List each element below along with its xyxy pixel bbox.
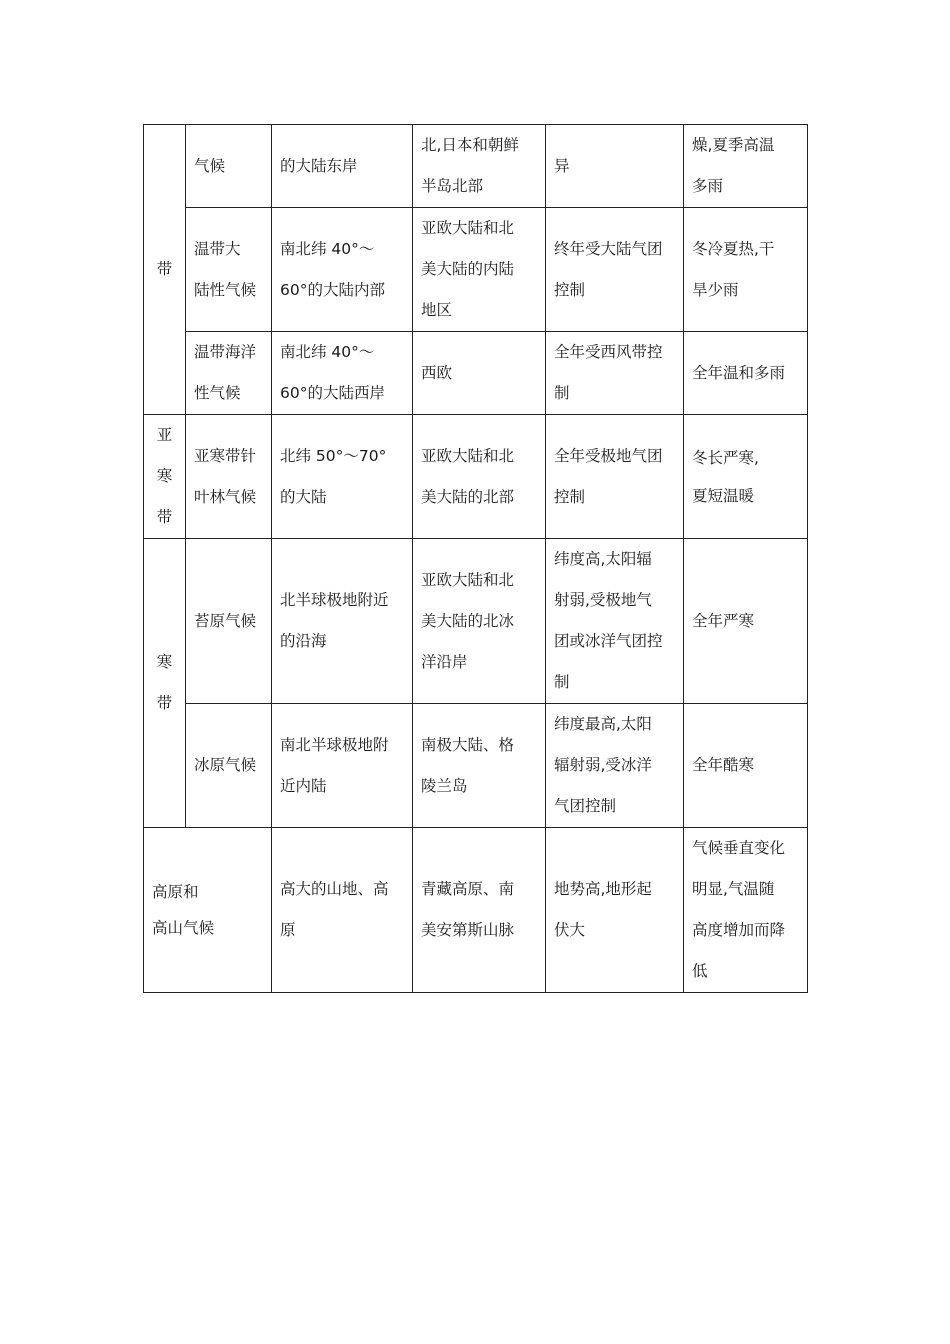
table-row xyxy=(144,125,808,208)
cause-cell: 全年受西风带控 制 xyxy=(546,332,684,415)
cause-cell: 异 xyxy=(546,125,684,208)
region-cell: 亚欧大陆和北 美大陆的北冰 洋沿岸 xyxy=(413,539,546,704)
climate-type-cell: 亚寒带针 叶林气候 xyxy=(186,415,272,539)
region-cell: 南极大陆、格 陵兰岛 xyxy=(413,704,546,828)
table-row xyxy=(144,828,808,993)
distribution-cell: 的大陆东岸 xyxy=(272,125,413,208)
region-cell: 西欧 xyxy=(413,332,546,415)
table-row xyxy=(144,539,808,704)
climate-type-cell: 气候 xyxy=(186,125,272,208)
table-row xyxy=(144,415,808,539)
climate-type-cell: 温带大 陆性气候 xyxy=(186,208,272,332)
zone-cell-frigid: 寒 带 xyxy=(144,539,186,828)
cause-cell: 纬度最高,太阳 辐射弱,受冰洋 气团控制 xyxy=(546,704,684,828)
distribution-cell: 北半球极地附近 的沿海 xyxy=(272,539,413,704)
region-cell: 亚欧大陆和北 美大陆的北部 xyxy=(413,415,546,539)
cause-cell: 地势高,地形起 伏大 xyxy=(546,828,684,993)
feature-cell: 全年温和多雨 xyxy=(684,332,808,415)
climate-type-cell: 温带海洋 性气候 xyxy=(186,332,272,415)
climate-type-cell-highland: 高原和 高山气候 xyxy=(144,828,272,993)
distribution-cell: 北纬 50°～70° 的大陆 xyxy=(272,415,413,539)
table-row xyxy=(144,208,808,332)
feature-cell: 冬长严寒, 夏短温暖 xyxy=(684,415,808,539)
zone-cell-subarctic: 亚 寒 带 xyxy=(144,415,186,539)
climate-type-cell: 苔原气候 xyxy=(186,539,272,704)
distribution-cell: 南北纬 40°～ 60°的大陆西岸 xyxy=(272,332,413,415)
region-cell: 北,日本和朝鲜 半岛北部 xyxy=(413,125,546,208)
region-cell: 亚欧大陆和北 美大陆的内陆 地区 xyxy=(413,208,546,332)
feature-cell: 冬冷夏热,干 旱少雨 xyxy=(684,208,808,332)
distribution-cell: 南北半球极地附 近内陆 xyxy=(272,704,413,828)
cause-cell: 终年受大陆气团 控制 xyxy=(546,208,684,332)
distribution-cell: 南北纬 40°～ 60°的大陆内部 xyxy=(272,208,413,332)
climate-type-cell: 冰原气候 xyxy=(186,704,272,828)
region-cell: 青藏高原、南 美安第斯山脉 xyxy=(413,828,546,993)
feature-cell: 全年酷寒 xyxy=(684,704,808,828)
table-row xyxy=(144,704,808,828)
feature-cell: 燥,夏季高温 多雨 xyxy=(684,125,808,208)
feature-cell: 全年严寒 xyxy=(684,539,808,704)
distribution-cell: 高大的山地、高 原 xyxy=(272,828,413,993)
cause-cell: 全年受极地气团 控制 xyxy=(546,415,684,539)
feature-cell: 气候垂直变化 明显,气温随 高度增加而降 低 xyxy=(684,828,808,993)
table-row xyxy=(144,332,808,415)
zone-cell-temperate: 带 xyxy=(144,125,186,415)
climate-table xyxy=(143,124,808,993)
cause-cell: 纬度高,太阳辐 射弱,受极地气 团或冰洋气团控 制 xyxy=(546,539,684,704)
